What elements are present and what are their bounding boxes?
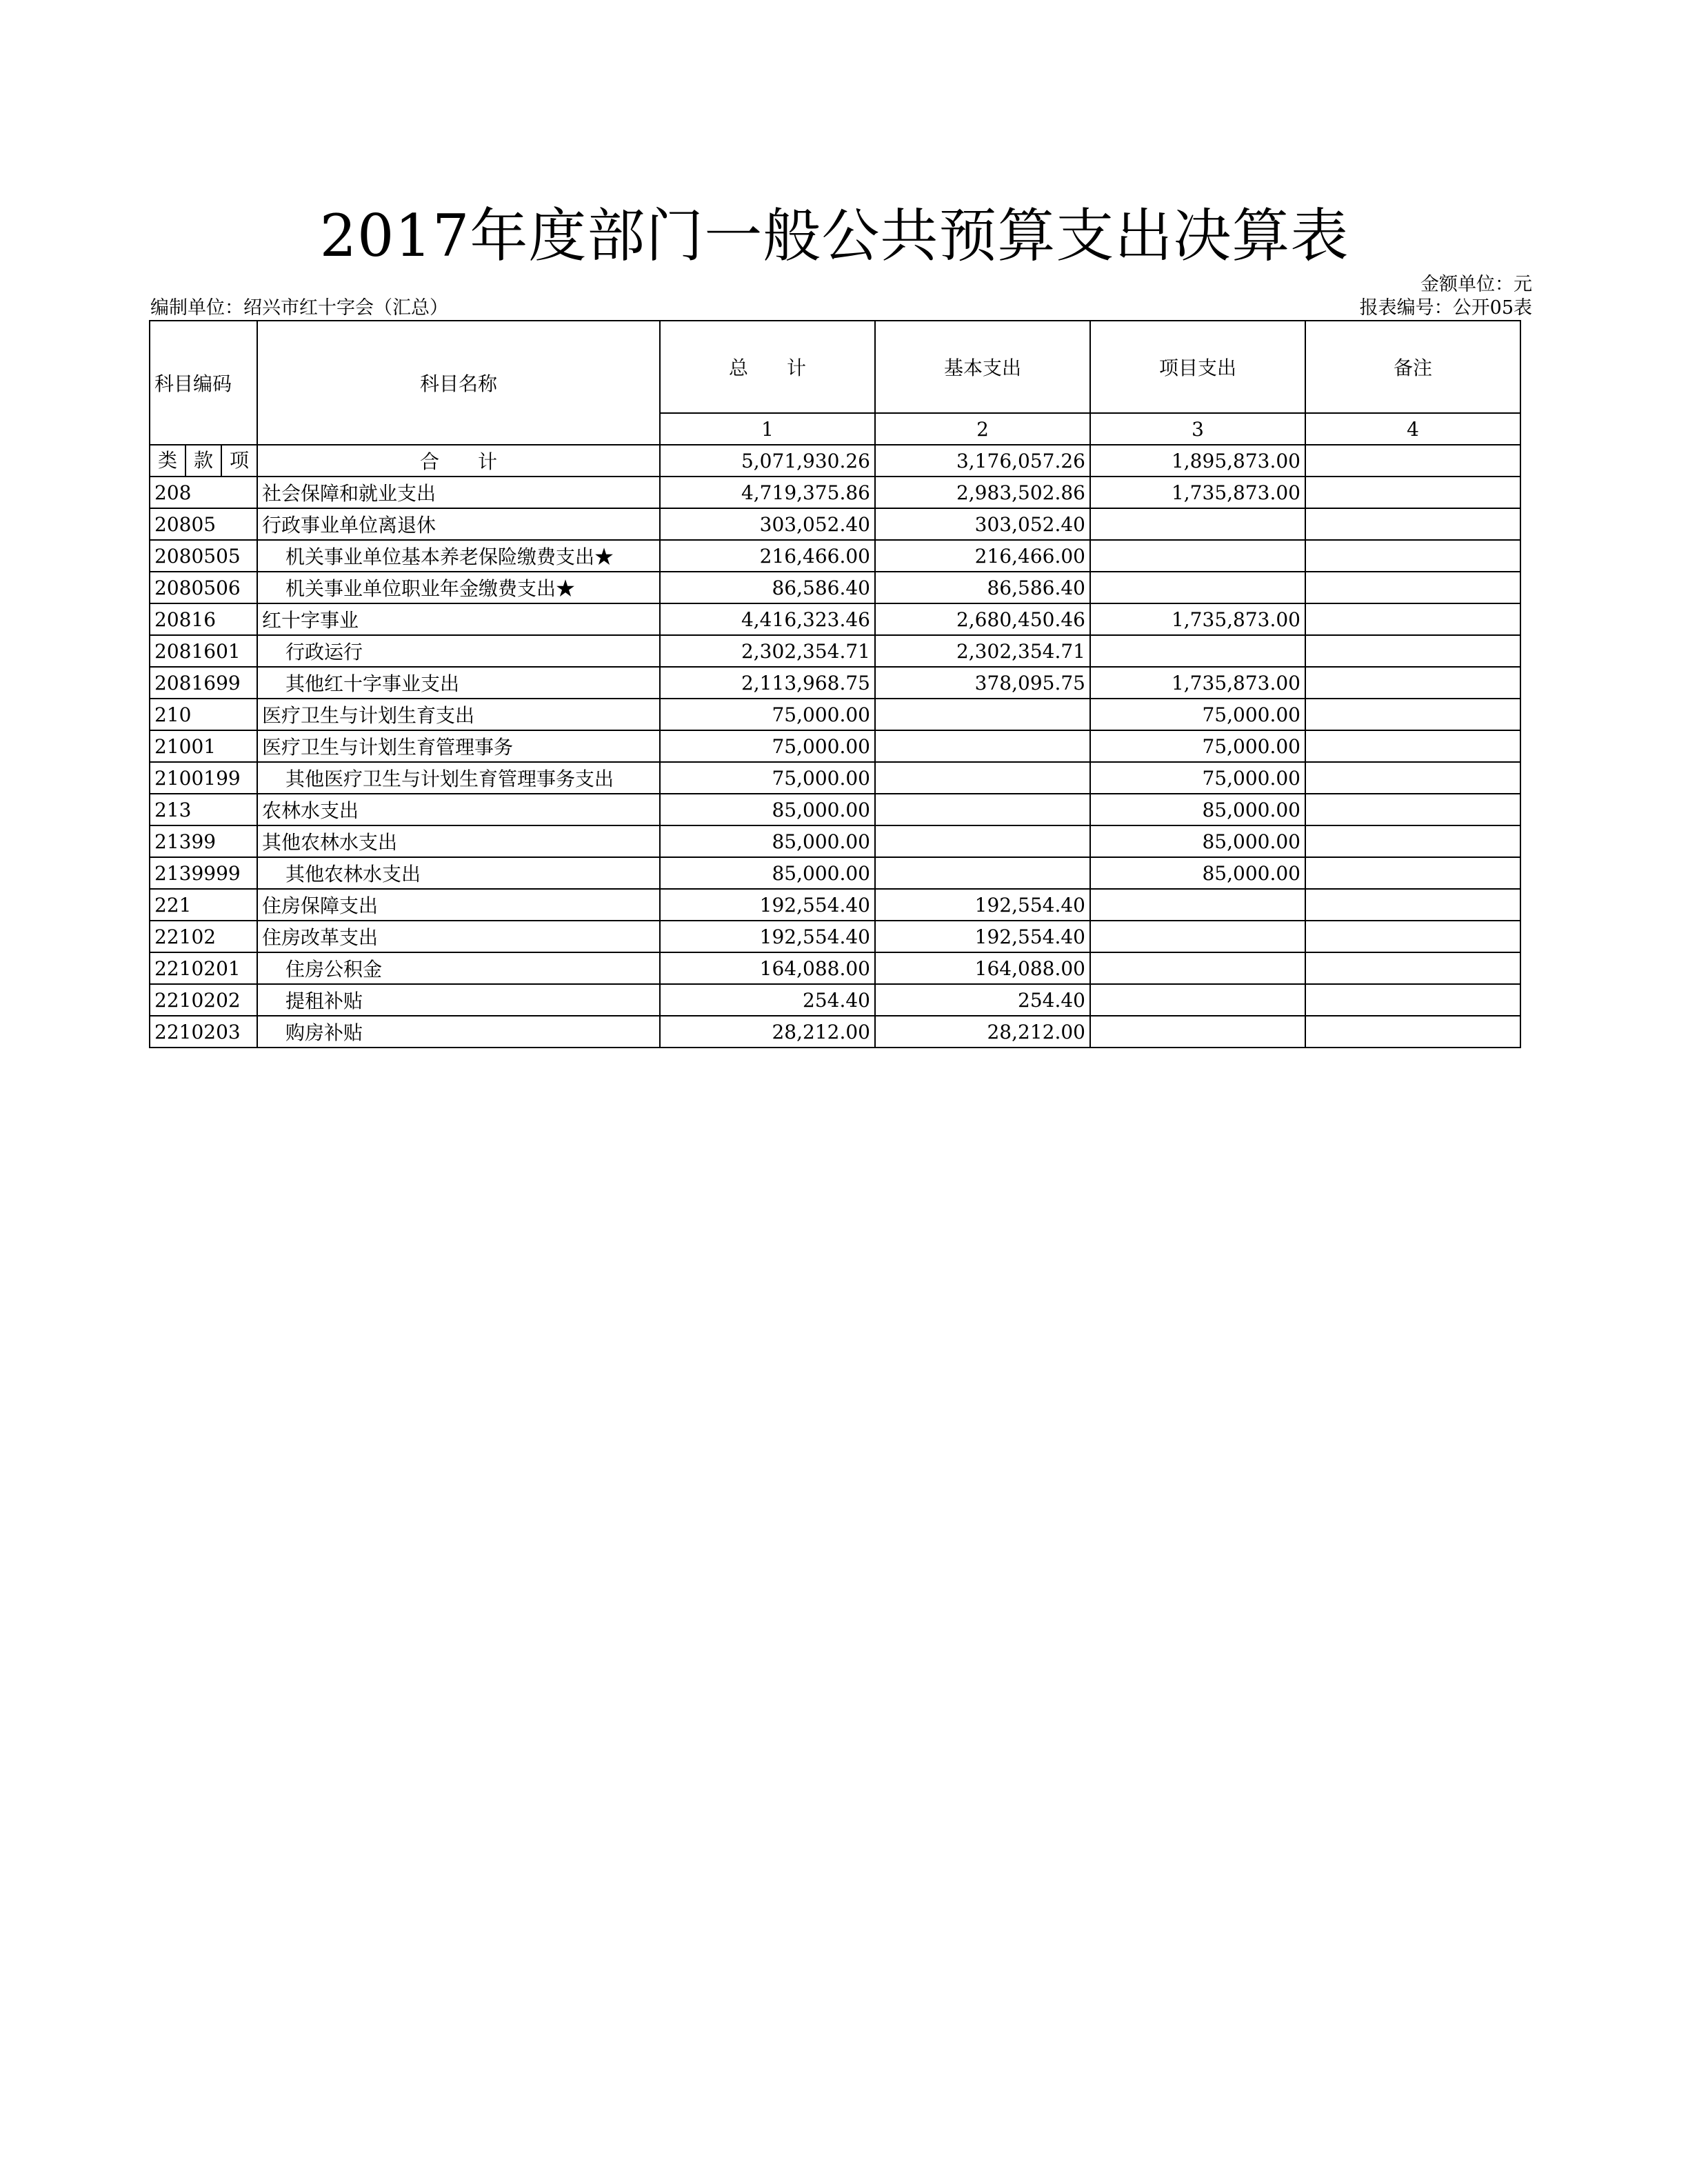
row-project: 1,735,873.00 — [1090, 477, 1305, 508]
row-remark — [1305, 857, 1520, 889]
row-remark — [1305, 667, 1520, 699]
row-project: 75,000.00 — [1090, 699, 1305, 730]
row-total: 192,554.40 — [660, 889, 875, 921]
table-row — [150, 508, 1520, 540]
table-row — [150, 603, 1520, 635]
row-name: 购房补贴 — [257, 1016, 660, 1048]
amount-unit-label: 金额单位：元 — [1420, 274, 1532, 295]
row-basic: 86,586.40 — [875, 572, 1090, 603]
organization-label: 编制单位：绍兴市红十字会（汇总） — [150, 297, 448, 319]
row-code: 2080506 — [150, 572, 257, 603]
row-total: 303,052.40 — [660, 508, 875, 540]
header-name: 科目名称 — [257, 321, 660, 445]
row-total: 4,416,323.46 — [660, 603, 875, 635]
row-name: 机关事业单位职业年金缴费支出★ — [257, 572, 660, 603]
row-remark — [1305, 952, 1520, 984]
row-name: 农林水支出 — [257, 794, 660, 825]
row-total: 85,000.00 — [660, 794, 875, 825]
row-project — [1090, 572, 1305, 603]
row-code: 22102 — [150, 921, 257, 952]
budget-table — [149, 320, 1521, 1048]
row-total: 2,302,354.71 — [660, 635, 875, 667]
row-total: 75,000.00 — [660, 730, 875, 762]
row-project: 75,000.00 — [1090, 762, 1305, 794]
row-name: 其他医疗卫生与计划生育管理事务支出 — [257, 762, 660, 794]
row-basic: 192,554.40 — [875, 921, 1090, 952]
row-remark — [1305, 572, 1520, 603]
row-basic: 378,095.75 — [875, 667, 1090, 699]
header-total: 总 计 — [660, 321, 875, 413]
row-code: 21399 — [150, 825, 257, 857]
header-col-4: 4 — [1305, 413, 1520, 445]
row-project — [1090, 540, 1305, 572]
row-total: 4,719,375.86 — [660, 477, 875, 508]
row-basic: 254.40 — [875, 984, 1090, 1016]
level-xiang: 项 — [229, 449, 249, 472]
row-project: 75,000.00 — [1090, 730, 1305, 762]
row-name: 红十字事业 — [257, 603, 660, 635]
page-title: 2017年度部门一般公共预算支出决算表 — [319, 202, 1349, 270]
row-project — [1090, 921, 1305, 952]
row-code: 2080505 — [150, 540, 257, 572]
table-row — [150, 952, 1520, 984]
row-remark — [1305, 762, 1520, 794]
row-code: 2210203 — [150, 1016, 257, 1048]
table-row — [150, 540, 1520, 572]
table-row — [150, 667, 1520, 699]
level-lei: 类 — [150, 445, 186, 476]
header-col-1: 1 — [660, 413, 875, 445]
row-basic — [875, 857, 1090, 889]
row-project — [1090, 984, 1305, 1016]
row-total: 85,000.00 — [660, 825, 875, 857]
row-project — [1090, 952, 1305, 984]
row-name: 医疗卫生与计划生育管理事务 — [257, 730, 660, 762]
row-remark — [1305, 508, 1520, 540]
row-project: 85,000.00 — [1090, 825, 1305, 857]
row-code: 213 — [150, 794, 257, 825]
row-code: 2210202 — [150, 984, 257, 1016]
row-code: 20816 — [150, 603, 257, 635]
row-project: 85,000.00 — [1090, 857, 1305, 889]
row-basic: 216,466.00 — [875, 540, 1090, 572]
row-basic — [875, 730, 1090, 762]
row-name: 住房公积金 — [257, 952, 660, 984]
header-col-3: 3 — [1090, 413, 1305, 445]
header-remark: 备注 — [1305, 321, 1520, 413]
row-basic — [875, 825, 1090, 857]
row-total: 254.40 — [660, 984, 875, 1016]
table-row — [150, 730, 1520, 762]
table-row — [150, 572, 1520, 603]
row-project — [1090, 889, 1305, 921]
row-basic: 28,212.00 — [875, 1016, 1090, 1048]
row-remark — [1305, 477, 1520, 508]
row-name: 其他红十字事业支出 — [257, 667, 660, 699]
row-project: 1,735,873.00 — [1090, 603, 1305, 635]
table-row — [150, 984, 1520, 1016]
row-total: 75,000.00 — [660, 699, 875, 730]
table-number-label: 报表编号：公开05表 — [1359, 297, 1532, 319]
row-total: 28,212.00 — [660, 1016, 875, 1048]
header-code: 科目编码 — [150, 321, 257, 445]
table-row — [150, 889, 1520, 921]
table-row — [150, 794, 1520, 825]
row-remark — [1305, 984, 1520, 1016]
row-total: 86,586.40 — [660, 572, 875, 603]
table-row — [150, 1016, 1520, 1048]
row-basic — [875, 762, 1090, 794]
row-project — [1090, 508, 1305, 540]
subtotal-project: 1,895,873.00 — [1090, 445, 1305, 477]
header-col-2: 2 — [875, 413, 1090, 445]
row-total: 164,088.00 — [660, 952, 875, 984]
table-row — [150, 921, 1520, 952]
table-row — [150, 762, 1520, 794]
row-project: 85,000.00 — [1090, 794, 1305, 825]
subtotal-basic: 3,176,057.26 — [875, 445, 1090, 477]
row-remark — [1305, 540, 1520, 572]
row-basic: 2,983,502.86 — [875, 477, 1090, 508]
header-project: 项目支出 — [1090, 321, 1305, 413]
row-code: 2081601 — [150, 635, 257, 667]
table-row — [150, 857, 1520, 889]
subtotal-label: 合 计 — [257, 445, 660, 477]
row-project: 1,735,873.00 — [1090, 667, 1305, 699]
row-code: 20805 — [150, 508, 257, 540]
row-name: 机关事业单位基本养老保险缴费支出★ — [257, 540, 660, 572]
row-total: 85,000.00 — [660, 857, 875, 889]
row-remark — [1305, 730, 1520, 762]
subtotal-remark — [1305, 445, 1520, 477]
subtotal-total: 5,071,930.26 — [660, 445, 875, 477]
row-code: 21001 — [150, 730, 257, 762]
row-basic — [875, 699, 1090, 730]
row-remark — [1305, 794, 1520, 825]
row-code: 2210201 — [150, 952, 257, 984]
row-remark — [1305, 603, 1520, 635]
table-row — [150, 635, 1520, 667]
row-code: 2081699 — [150, 667, 257, 699]
row-total: 216,466.00 — [660, 540, 875, 572]
row-code: 2139999 — [150, 857, 257, 889]
row-code: 208 — [150, 477, 257, 508]
table-row — [150, 477, 1520, 508]
subtotal-row — [150, 445, 1520, 477]
row-name: 社会保障和就业支出 — [257, 477, 660, 508]
row-name: 其他农林水支出 — [257, 825, 660, 857]
row-basic: 2,680,450.46 — [875, 603, 1090, 635]
row-basic: 2,302,354.71 — [875, 635, 1090, 667]
row-name: 其他农林水支出 — [257, 857, 660, 889]
row-remark — [1305, 635, 1520, 667]
level-kuan: 款 — [186, 445, 222, 476]
row-name: 医疗卫生与计划生育支出 — [257, 699, 660, 730]
row-remark — [1305, 921, 1520, 952]
row-name: 行政事业单位离退休 — [257, 508, 660, 540]
row-remark — [1305, 825, 1520, 857]
row-name: 行政运行 — [257, 635, 660, 667]
row-basic: 164,088.00 — [875, 952, 1090, 984]
row-project — [1090, 635, 1305, 667]
row-name: 住房改革支出 — [257, 921, 660, 952]
header-basic: 基本支出 — [875, 321, 1090, 413]
row-name: 住房保障支出 — [257, 889, 660, 921]
row-remark — [1305, 1016, 1520, 1048]
table-row — [150, 825, 1520, 857]
row-code: 221 — [150, 889, 257, 921]
row-total: 2,113,968.75 — [660, 667, 875, 699]
row-basic — [875, 794, 1090, 825]
row-total: 192,554.40 — [660, 921, 875, 952]
row-project — [1090, 1016, 1305, 1048]
row-remark — [1305, 889, 1520, 921]
row-code: 210 — [150, 699, 257, 730]
table-row — [150, 699, 1520, 730]
row-total: 75,000.00 — [660, 762, 875, 794]
row-remark — [1305, 699, 1520, 730]
row-code: 2100199 — [150, 762, 257, 794]
row-basic: 303,052.40 — [875, 508, 1090, 540]
row-basic: 192,554.40 — [875, 889, 1090, 921]
row-name: 提租补贴 — [257, 984, 660, 1016]
